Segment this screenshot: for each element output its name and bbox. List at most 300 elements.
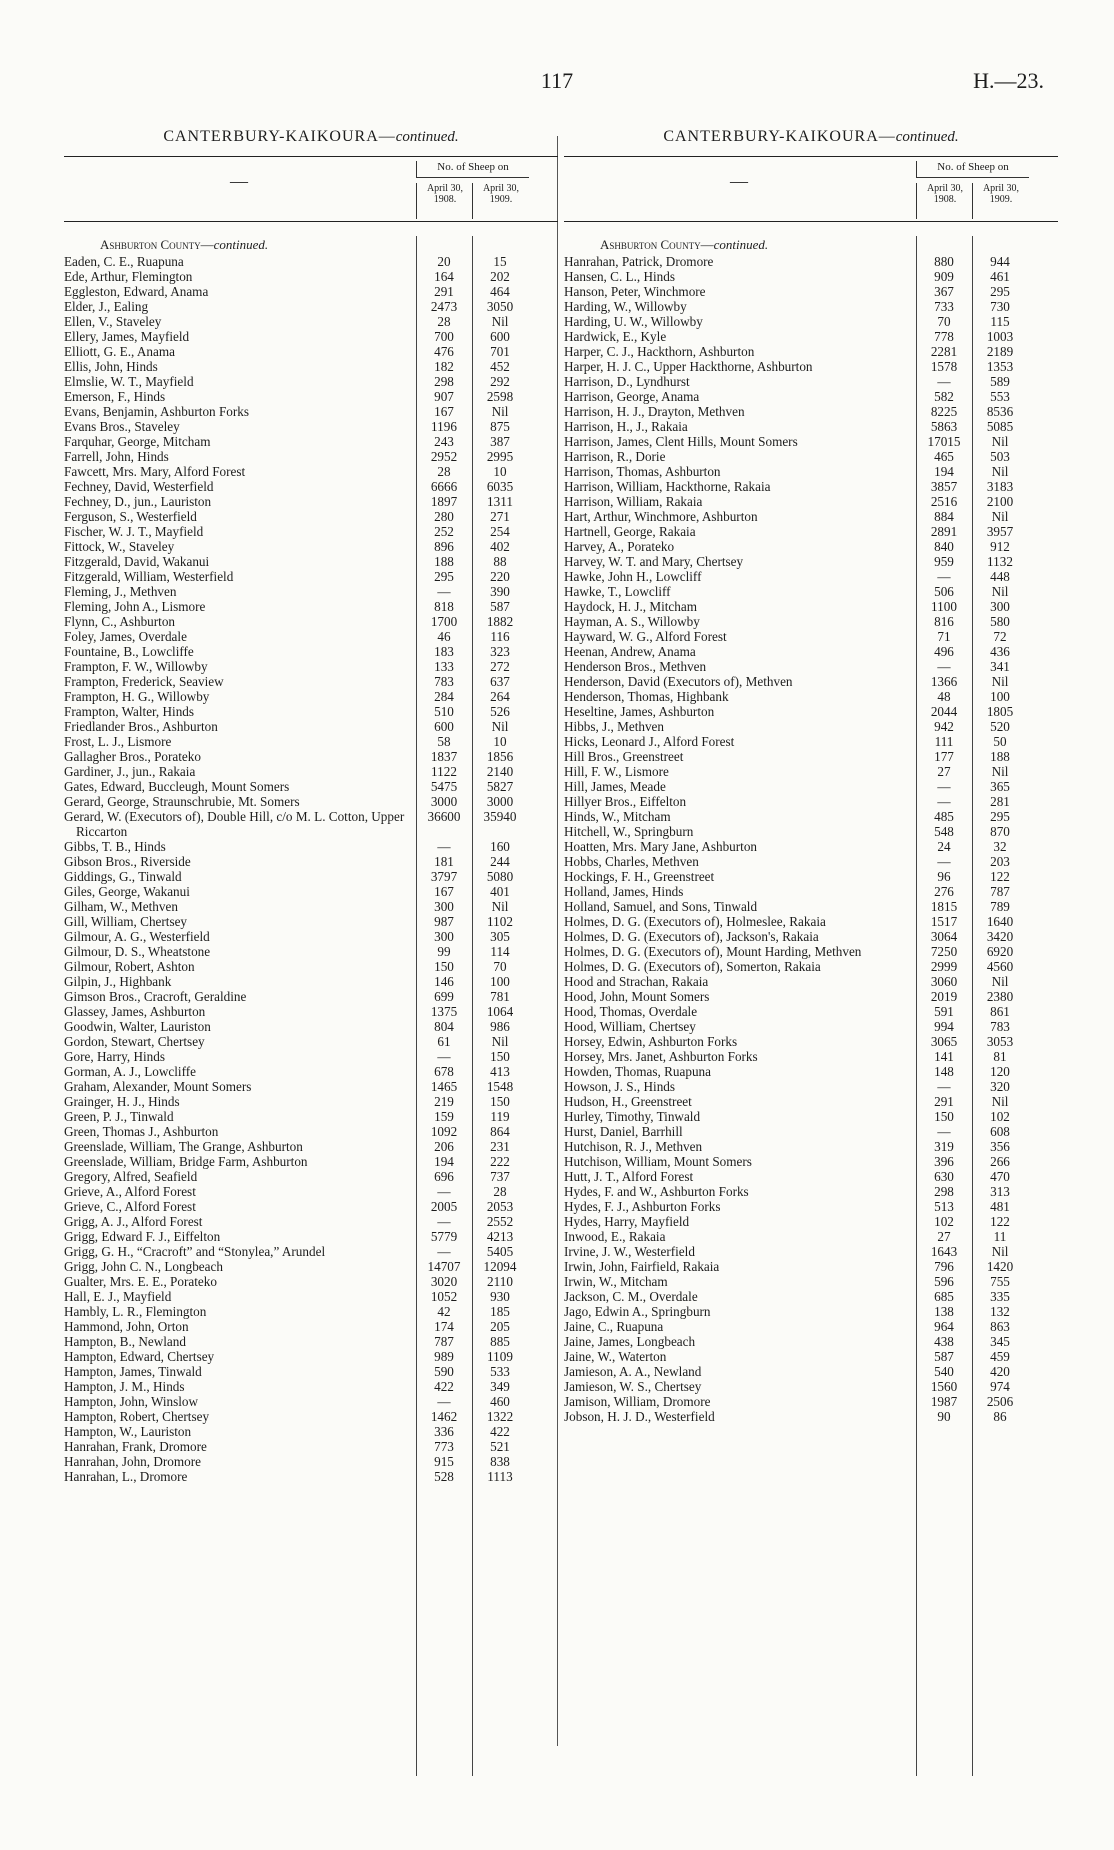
owner-name: Gimson Bros., Cracroft, Geraldine (64, 989, 247, 1004)
sheep-1909: 356 (990, 1139, 1010, 1154)
sheep-1908: — (937, 779, 951, 794)
table-row (64, 974, 558, 989)
table-row (564, 1379, 1058, 1394)
sheep-1909: 402 (490, 539, 510, 554)
owner-name: Jaine, C., Ruapuna (564, 1319, 664, 1334)
sheep-1908: 96 (937, 869, 951, 884)
sheep-1908: 1517 (930, 914, 958, 929)
sheep-1909: 420 (990, 1364, 1010, 1379)
table-row (564, 659, 1058, 674)
sheep-1909: 608 (990, 1124, 1010, 1139)
owner-name: Henderson, Thomas, Highbank (564, 689, 729, 704)
sheep-1908: 959 (934, 554, 954, 569)
sheep-1909: 1064 (486, 1004, 514, 1019)
owner-name: Harper, C. J., Hackthorn, Ashburton (564, 344, 755, 359)
owner-name: Eaden, C. E., Ruapuna (64, 254, 184, 269)
table-row (564, 1394, 1058, 1409)
table-row (564, 839, 1058, 854)
table-row (564, 1349, 1058, 1364)
table-row (564, 344, 1058, 359)
owner-name: Fleming, John A., Lismore (64, 599, 206, 614)
owner-name: Harding, W., Willowby (564, 299, 687, 314)
owner-name: Heenan, Andrew, Anama (564, 644, 696, 659)
table-row (564, 944, 1058, 959)
table-row (64, 344, 558, 359)
sheep-1909: Nil (491, 719, 509, 734)
table-body (64, 236, 558, 1484)
owner-name: Holland, Samuel, and Sons, Tinwald (564, 899, 758, 914)
sheep-1909: 912 (990, 539, 1010, 554)
sheep-1909: 1003 (986, 329, 1014, 344)
owner-name: Greenslade, William, Bridge Farm, Ashburton (64, 1154, 308, 1169)
table-row (64, 389, 558, 404)
table-header (564, 156, 1058, 222)
owner-name: Holmes, D. G. (Executors of), Somerton, Rakaia (564, 959, 821, 974)
table-row (64, 1154, 558, 1169)
table-row (564, 269, 1058, 284)
owner-name: Harrison, James, Clent Hills, Mount Somers (564, 434, 798, 449)
table-row (564, 1364, 1058, 1379)
sheep-1909: 3420 (986, 929, 1014, 944)
table-row (64, 809, 558, 839)
sheep-1909: 481 (990, 1199, 1010, 1214)
owner-name: Hartnell, George, Rakaia (564, 524, 696, 539)
sheep-1908: — (937, 659, 951, 674)
sheep-1908: — (937, 1124, 951, 1139)
table-row (64, 1394, 558, 1409)
sheep-1909: 1311 (487, 494, 513, 509)
table-row (564, 899, 1058, 914)
table-row (64, 734, 558, 749)
sheep-1909: 2552 (486, 1214, 514, 1229)
county-subheading (564, 236, 1058, 254)
sheep-1909: 10 (493, 734, 507, 749)
sheep-1908: 194 (434, 1154, 454, 1169)
table-row (64, 689, 558, 704)
table-row (564, 959, 1058, 974)
table-row (64, 1289, 558, 1304)
sheep-1909: 944 (990, 254, 1010, 269)
sheep-1908: 840 (934, 539, 954, 554)
sheep-1909: 401 (490, 884, 510, 899)
sheep-1908: 14707 (427, 1259, 461, 1274)
table-row (564, 764, 1058, 779)
sheep-1908: 24 (937, 839, 951, 854)
owner-name: Hydes, F. J., Ashburton Forks (564, 1199, 721, 1214)
sheep-1908: 1578 (930, 359, 958, 374)
sheep-1908: 3857 (930, 479, 958, 494)
sheep-1909: 4213 (486, 1229, 514, 1244)
sheep-1909: 132 (990, 1304, 1010, 1319)
owner-name: Jamison, William, Dromore (564, 1394, 711, 1409)
table-row (564, 1319, 1058, 1334)
table-row (64, 1109, 558, 1124)
sheep-1908: 243 (434, 434, 454, 449)
table-row (564, 704, 1058, 719)
sheep-1909: 701 (490, 344, 510, 359)
owner-name: Hibbs, J., Methven (564, 719, 665, 734)
sheep-1908: 298 (434, 374, 454, 389)
owner-name: Hinds, W., Mitcham (564, 809, 671, 824)
table-row (64, 1139, 558, 1154)
table-row (564, 1184, 1058, 1199)
sheep-1908: 2952 (430, 449, 458, 464)
sheep-1908: 485 (934, 809, 954, 824)
name-column-header: — (730, 171, 748, 191)
sheep-1909: 10 (493, 464, 507, 479)
sheep-1909: 5827 (486, 779, 514, 794)
year-1908-header: April 30, 1908. (916, 183, 973, 219)
table-row (64, 1019, 558, 1034)
owner-name: Fountaine, B., Lowcliffe (64, 644, 194, 659)
table-row (64, 1364, 558, 1379)
owner-name: Hampton, W., Lauriston (64, 1424, 192, 1439)
sheep-1908: 2044 (930, 704, 958, 719)
owner-name: Hicks, Leonard J., Alford Forest (564, 734, 735, 749)
sheep-1909: 72 (993, 629, 1007, 644)
table-row (64, 1124, 558, 1139)
table-row (64, 1469, 558, 1484)
sheep-1908: 182 (434, 359, 454, 374)
sheep-1908: 630 (934, 1169, 954, 1184)
sheep-1909: 100 (490, 974, 510, 989)
owner-name: Gilham, W., Methven (64, 899, 178, 914)
owner-name: Frampton, H. G., Willowby (64, 689, 210, 704)
owner-name: Holmes, D. G. (Executors of), Holmeslee, Rakaia (564, 914, 826, 929)
sheep-1908: 987 (434, 914, 454, 929)
owner-name: Gardiner, J., jun., Rakaia (64, 764, 196, 779)
sheep-group-header: No. of Sheep on (416, 161, 529, 178)
table-row (564, 794, 1058, 809)
sheep-1909: 553 (990, 389, 1010, 404)
left-column (64, 126, 558, 1746)
table-row (64, 614, 558, 629)
sheep-1909: 637 (490, 674, 510, 689)
sheep-1908: 252 (434, 524, 454, 539)
owner-name: Hill, James, Meade (564, 779, 666, 794)
table-row (64, 374, 558, 389)
sheep-1908: 942 (934, 719, 954, 734)
sheep-1909: 295 (990, 809, 1010, 824)
sheep-1908: 150 (434, 959, 454, 974)
sheep-1908: 46 (437, 629, 451, 644)
sheep-1908: 177 (934, 749, 954, 764)
table-row (64, 1259, 558, 1274)
owner-name: Flynn, C., Ashburton (64, 614, 176, 629)
owner-name: Ellery, James, Mayfield (64, 329, 190, 344)
owner-name: Hutt, J. T., Alford Forest (564, 1169, 694, 1184)
sheep-1909: 188 (990, 749, 1010, 764)
owner-name: Hoatten, Mrs. Mary Jane, Ashburton (564, 839, 758, 854)
table-row (564, 614, 1058, 629)
owner-name: Jamieson, A. A., Newland (564, 1364, 702, 1379)
sheep-1908: 5779 (430, 1229, 458, 1244)
table-row (564, 1154, 1058, 1169)
sheep-1909: 470 (990, 1169, 1010, 1184)
sheep-1909: 464 (490, 284, 510, 299)
sheep-1909: 986 (490, 1019, 510, 1034)
table-row (64, 1409, 558, 1424)
owner-list (64, 254, 558, 1484)
sheep-1909: 115 (990, 314, 1010, 329)
sheep-1909: Nil (491, 314, 509, 329)
owner-name: Hillyer Bros., Eiffelton (564, 794, 687, 809)
sheep-1908: 896 (434, 539, 454, 554)
year-1909-header: April 30, 1909. (472, 183, 529, 219)
table-row (64, 1334, 558, 1349)
table-row (564, 1199, 1058, 1214)
sheep-1909: Nil (991, 1094, 1009, 1109)
owner-name: Harvey, W. T. and Mary, Chertsey (564, 554, 744, 569)
owner-name: Horsey, Edwin, Ashburton Forks (564, 1034, 738, 1049)
sheep-1909: 349 (490, 1379, 510, 1394)
owner-name: Green, Thomas J., Ashburton (64, 1124, 219, 1139)
sheep-1909: 6035 (486, 479, 514, 494)
owner-name: Frampton, F. W., Willowby (64, 659, 208, 674)
owner-name: Howden, Thomas, Ruapuna (564, 1064, 711, 1079)
sheep-1908: 1897 (430, 494, 458, 509)
sheep-1909: 300 (990, 599, 1010, 614)
table-row (64, 1229, 558, 1244)
owner-name: Grigg, Edward F. J., Eiffelton (64, 1229, 221, 1244)
sheep-1908: 111 (934, 734, 954, 749)
owner-name: Jobson, H. J. D., Westerfield (564, 1409, 715, 1424)
owner-name: Irwin, John, Fairfield, Rakaia (564, 1259, 720, 1274)
sheep-1909: 452 (490, 359, 510, 374)
sheep-1909: 122 (990, 1214, 1010, 1229)
owner-name: Hurley, Timothy, Tinwald (564, 1109, 701, 1124)
table-row (564, 644, 1058, 659)
owner-name: Hurst, Daniel, Barrhill (564, 1124, 683, 1139)
table-row (564, 749, 1058, 764)
owner-name: Friedlander Bros., Ashburton (64, 719, 218, 734)
sheep-1908: 804 (434, 1019, 454, 1034)
name-column-header: — (230, 171, 248, 191)
sheep-1909: 160 (490, 839, 510, 854)
table-row (64, 479, 558, 494)
owner-name: Hart, Arthur, Winchmore, Ashburton (564, 509, 758, 524)
table-row (64, 494, 558, 509)
sheep-1909: 5085 (986, 419, 1014, 434)
sheep-1909: 3053 (986, 1034, 1014, 1049)
sheep-1909: Nil (991, 584, 1009, 599)
owner-name: Gates, Edward, Buccleugh, Mount Somers (64, 779, 290, 794)
sheep-1908: 548 (934, 824, 954, 839)
sheep-1909: 460 (490, 1394, 510, 1409)
sheep-1908: 1100 (931, 599, 957, 614)
sheep-1908: 783 (434, 674, 454, 689)
table-row (64, 674, 558, 689)
sheep-1909: 271 (490, 509, 510, 524)
sheep-1909: 81 (993, 1049, 1007, 1064)
sheep-1908: — (937, 794, 951, 809)
sheep-1908: 150 (934, 1109, 954, 1124)
table-row (64, 1214, 558, 1229)
sheep-1908: — (437, 584, 451, 599)
sheep-1908: 8225 (930, 404, 958, 419)
owner-name: Ellis, John, Hinds (64, 359, 158, 374)
sheep-1909: 600 (490, 329, 510, 344)
table-header (64, 156, 558, 222)
table-row (564, 1334, 1058, 1349)
sheep-1908: — (937, 1079, 951, 1094)
sheep-1908: 422 (434, 1379, 454, 1394)
sheep-1908: 907 (434, 389, 454, 404)
owner-name: Hardwick, E., Kyle (564, 329, 667, 344)
table-row (64, 1349, 558, 1364)
owner-name: Jaine, James, Longbeach (564, 1334, 696, 1349)
sheep-1909: 2995 (486, 449, 514, 464)
owner-name: Hampton, Robert, Chertsey (64, 1409, 210, 1424)
table-row (64, 314, 558, 329)
owner-name: Gordon, Stewart, Chertsey (64, 1034, 205, 1049)
table-row (564, 509, 1058, 524)
sheep-group-header: No. of Sheep on (916, 161, 1029, 178)
sheep-1908: 787 (434, 1334, 454, 1349)
sheep-1909: Nil (991, 764, 1009, 779)
owner-name: Grainger, H. J., Hinds (64, 1094, 180, 1109)
sheep-1908: 596 (934, 1274, 954, 1289)
table-row (564, 1139, 1058, 1154)
table-row (64, 1034, 558, 1049)
sheep-1908: 816 (934, 614, 954, 629)
sheep-1908: 909 (934, 269, 954, 284)
owner-name: Hanson, Peter, Winchmore (564, 284, 706, 299)
table-row (564, 1049, 1058, 1064)
sheep-1908: 280 (434, 509, 454, 524)
owner-name: Grigg, A. J., Alford Forest (64, 1214, 203, 1229)
sheep-1908: 1987 (930, 1394, 958, 1409)
sheep-1908: 880 (934, 254, 954, 269)
sheep-1909: 272 (490, 659, 510, 674)
table-row (564, 869, 1058, 884)
sheep-1909: 783 (990, 1019, 1010, 1034)
table-row (564, 419, 1058, 434)
sheep-1909: 3000 (486, 794, 514, 809)
table-row (564, 374, 1058, 389)
sheep-1909: 88 (493, 554, 507, 569)
sheep-1909: 580 (990, 614, 1010, 629)
owner-name: Henderson, David (Executors of), Methven (564, 674, 793, 689)
table-row (64, 509, 558, 524)
sheep-1908: 3060 (930, 974, 958, 989)
sheep-1909: 365 (990, 779, 1010, 794)
table-row (64, 254, 558, 269)
table-row (64, 944, 558, 959)
sheep-1909: Nil (991, 674, 1009, 689)
owner-name: Jamieson, W. S., Chertsey (564, 1379, 702, 1394)
sheep-1908: 219 (434, 1094, 454, 1109)
sheep-1909: 320 (990, 1079, 1010, 1094)
sheep-1909: 2189 (986, 344, 1014, 359)
sheep-1909: Nil (991, 464, 1009, 479)
county-name: Ashburton County— (600, 237, 714, 252)
owner-name: Hammond, John, Orton (64, 1319, 189, 1334)
table-row (64, 464, 558, 479)
table-row (564, 329, 1058, 344)
table-row (64, 419, 558, 434)
table-row (64, 404, 558, 419)
owner-name: Haydock, H. J., Mitcham (564, 599, 697, 614)
sheep-1909: 2100 (986, 494, 1014, 509)
sheep-1908: — (437, 1394, 451, 1409)
sheep-1909: 974 (990, 1379, 1010, 1394)
owner-name: Hampton, Edward, Chertsey (64, 1349, 215, 1364)
owner-name: Hampton, B., Newland (64, 1334, 186, 1349)
section-heading (564, 126, 1058, 148)
sheep-1909: 3957 (986, 524, 1014, 539)
table-row (64, 269, 558, 284)
sheep-1908: 42 (437, 1304, 451, 1319)
owner-name: Gregory, Alfred, Seafield (64, 1169, 198, 1184)
owner-name: Fechney, David, Westerfield (64, 479, 214, 494)
sheep-1908: — (437, 839, 451, 854)
table-row (64, 1049, 558, 1064)
sheep-1908: 133 (434, 659, 454, 674)
owner-name: Gilmour, D. S., Wheatstone (64, 944, 211, 959)
owner-name: Gorman, A. J., Lowcliffe (64, 1064, 196, 1079)
owner-name: Hall, E. J., Mayfield (64, 1289, 172, 1304)
owner-name: Fischer, W. J. T., Mayfield (64, 524, 204, 539)
sheep-1909: 1353 (986, 359, 1014, 374)
sheep-1909: 864 (490, 1124, 510, 1139)
sheep-1909: 789 (990, 899, 1010, 914)
owner-name: Harrison, R., Dorie (564, 449, 666, 464)
sheep-1908: 3065 (930, 1034, 958, 1049)
sheep-1909: 730 (990, 299, 1010, 314)
sheep-1908: 1700 (430, 614, 458, 629)
table-row (564, 689, 1058, 704)
owner-name: Jaine, W., Waterton (564, 1349, 667, 1364)
sheep-1909: 533 (490, 1364, 510, 1379)
sheep-1908: 540 (934, 1364, 954, 1379)
owner-name: Irwin, W., Mitcham (564, 1274, 668, 1289)
table-row (64, 659, 558, 674)
sheep-1908: 70 (937, 314, 951, 329)
year-1908-header: April 30, 1908. (416, 183, 473, 219)
owner-name: Fawcett, Mrs. Mary, Alford Forest (64, 464, 246, 479)
table-row (564, 1004, 1058, 1019)
owner-name: Hydes, F. and W., Ashburton Forks (564, 1184, 749, 1199)
sheep-1908: 1196 (431, 419, 457, 434)
sheep-1908: 1092 (430, 1124, 458, 1139)
owner-name: Grieve, A., Alford Forest (64, 1184, 196, 1199)
sheep-1908: 1643 (930, 1244, 958, 1259)
sheep-1909: 1132 (987, 554, 1013, 569)
sheep-1908: 818 (434, 599, 454, 614)
owner-name: Irvine, J. W., Westerfield (564, 1244, 695, 1259)
owner-name: Grigg, John C. N., Longbeach (64, 1259, 223, 1274)
sheep-1909: Nil (991, 434, 1009, 449)
table-row (64, 1424, 558, 1439)
sheep-1908: 3000 (430, 794, 458, 809)
table-row (564, 254, 1058, 269)
county-continued: continued. (213, 237, 269, 252)
sheep-1908: 319 (934, 1139, 954, 1154)
table-row (64, 749, 558, 764)
sheep-1908: — (437, 1244, 451, 1259)
sheep-1908: 1560 (930, 1379, 958, 1394)
table-row (64, 1199, 558, 1214)
owner-name: Gill, William, Chertsey (64, 914, 188, 929)
heading-main: CANTERBURY-KAIKOURA— (663, 128, 896, 145)
table-row (564, 1094, 1058, 1109)
sheep-1908: 2999 (930, 959, 958, 974)
sheep-1908: 696 (434, 1169, 454, 1184)
table-row (64, 284, 558, 299)
table-row (564, 929, 1058, 944)
sheep-1908: 71 (937, 629, 951, 644)
